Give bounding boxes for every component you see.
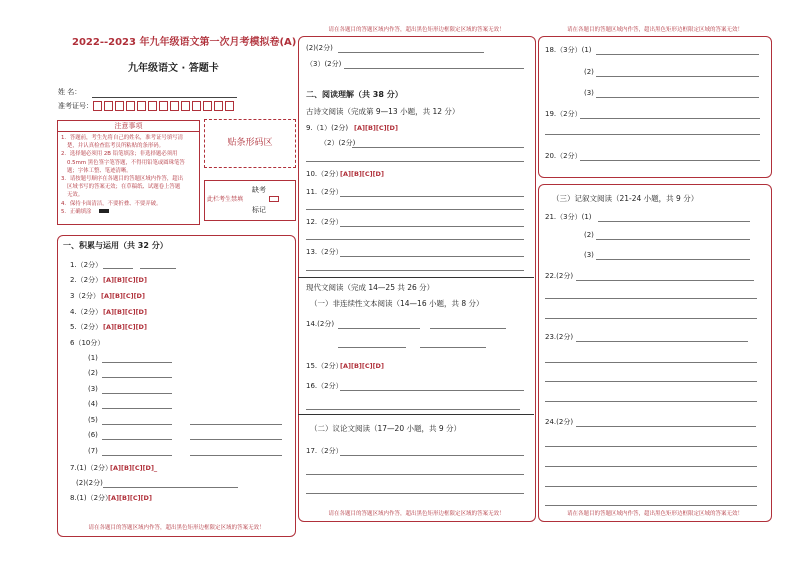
q21-1-label: 21.（3分）(1) <box>545 213 592 221</box>
note-line: 3．请按题号顺序在各题目的答题区域内作答，超出 <box>61 176 184 183</box>
nonlinear-reading-title: （一）非连续性文本阅读（14—16 小题，共 8 分） <box>310 299 484 308</box>
q9-1-options[interactable]: [A][B][C][D] <box>354 124 398 132</box>
q6-answer-line[interactable] <box>190 455 282 456</box>
answer-line[interactable] <box>420 347 486 348</box>
q15-label: 15.（2分） <box>306 362 343 370</box>
separator <box>298 277 534 278</box>
answer-line[interactable] <box>352 147 524 148</box>
answer-line[interactable] <box>545 505 757 506</box>
separator <box>298 414 534 415</box>
answer-line[interactable] <box>545 401 757 402</box>
ticket-digit-box[interactable] <box>214 101 223 111</box>
q6-answer-line[interactable] <box>102 377 172 378</box>
answer-line[interactable] <box>430 328 506 329</box>
ticket-digit-box[interactable] <box>93 101 102 111</box>
answer-line[interactable] <box>306 493 524 494</box>
notes-title: 注意事项 <box>58 121 199 132</box>
answer-line[interactable] <box>580 160 760 161</box>
answer-line[interactable] <box>596 76 759 77</box>
q6-sub-label: (3) <box>88 385 98 393</box>
q4-options[interactable]: [A][B][C][D] <box>103 308 147 316</box>
answer-line[interactable] <box>340 196 524 197</box>
answer-line[interactable] <box>338 52 484 53</box>
answer-line[interactable] <box>596 259 750 260</box>
q14-label: 14.(2分) <box>306 320 335 328</box>
answer-line[interactable] <box>545 486 757 487</box>
q6-sub-label: (4) <box>88 400 98 408</box>
q2-label: 2.（2分） <box>70 276 103 284</box>
q8-1-label: 8.(1)（2分） <box>70 494 113 502</box>
answer-line[interactable] <box>306 209 524 210</box>
column-two-bottom-notice: 请在各题目的答题区域内作答，超出黑色矩形边框限定区域的答案无效！ <box>328 511 505 517</box>
answer-line[interactable] <box>306 161 524 162</box>
q6-answer-line[interactable] <box>102 439 172 440</box>
q18-2-label: (2) <box>584 68 594 76</box>
answer-line[interactable] <box>596 97 759 98</box>
name-label: 姓 名： <box>58 88 82 96</box>
q6-sub-label: (6) <box>88 431 98 439</box>
q23-label: 23.(2分) <box>545 333 574 341</box>
q2x-label: (2)(2分) <box>306 44 333 52</box>
absent-box <box>204 180 296 221</box>
notes-box <box>57 120 200 225</box>
q10-label: 10.（2分） <box>306 170 343 178</box>
note-line: 2．选择题必须用 2B 铅笔填涂；非选择题必须用 <box>61 151 178 158</box>
answer-line[interactable] <box>598 221 750 222</box>
answer-line[interactable] <box>545 318 757 319</box>
answer-line[interactable] <box>580 118 760 119</box>
q21-2-label: (2) <box>584 231 594 239</box>
q6-answer-line[interactable] <box>190 439 282 440</box>
answer-line[interactable] <box>306 474 524 475</box>
ticket-digit-box[interactable] <box>137 101 146 111</box>
q11-label: 11.（2分） <box>306 188 343 196</box>
q7-2-answer-line[interactable] <box>103 487 238 488</box>
ancient-reading-title: 古诗文阅读（完成第 9—13 小题，共 12 分） <box>306 107 460 116</box>
answer-line[interactable] <box>576 341 748 342</box>
answer-line[interactable] <box>596 239 750 240</box>
q6-answer-line[interactable] <box>102 393 172 394</box>
q24-label: 24.(2分) <box>545 418 574 426</box>
q13-label: 13.（2分） <box>306 248 343 256</box>
note-line: 0.5mm 黑色签字笔答题，不得用铅笔或圆珠笔答 <box>67 159 185 166</box>
q20-label: 20.（2分） <box>545 152 582 160</box>
answer-line[interactable] <box>340 390 524 391</box>
answer-line[interactable] <box>340 256 524 257</box>
note-line: 区域书写的答案无效；在草稿纸、试题卷上答题 <box>67 184 181 191</box>
note-line: 4．保持卡面清洁，不要折叠、不要弄破。 <box>61 200 162 207</box>
q6-sub-label: (7) <box>88 447 98 455</box>
q6-answer-line[interactable] <box>102 408 172 409</box>
ticket-digit-box[interactable] <box>192 101 201 111</box>
narrative-reading-title: （三）记叙文阅读（21-24 小题，共 9 分） <box>552 194 699 203</box>
answer-line[interactable] <box>576 426 756 427</box>
answer-line[interactable] <box>545 446 757 447</box>
answer-line[interactable] <box>545 362 757 363</box>
q5-options[interactable]: [A][B][C][D] <box>103 323 147 331</box>
column-two-top-notice: 请在各题目的答题区域内作答，超出黑色矩形边框限定区域的答案无效！ <box>328 27 505 33</box>
q18-1-label: 18.（3分）(1) <box>545 46 592 54</box>
filled-mark-sample <box>99 209 109 213</box>
column-three-bottom-notice: 请在各题目的答题区域内作答，超出黑色矩形边框限定区域的答案无效！ <box>566 511 743 517</box>
answer-line[interactable] <box>344 68 524 69</box>
argument-reading-title: （二）议论文阅读（17—20 小题，共 9 分） <box>310 424 462 433</box>
q16-label: 16.（2分） <box>306 382 343 390</box>
exam-title: 2022--2023 年九年级语文第一次月考模拟卷(A) <box>72 37 297 48</box>
q6-answer-line[interactable] <box>102 455 172 456</box>
q4-label: 4.（2分） <box>70 308 103 316</box>
q6-sub-label: (1) <box>88 354 98 362</box>
q5-label: 5.（2分） <box>70 323 103 331</box>
q17-label: 17.（2分） <box>306 447 343 455</box>
q22-label: 22.(2分) <box>545 272 574 280</box>
q7-1-options[interactable]: [A][B][C][D]_ <box>110 464 158 472</box>
note-line: 楚，并认真检查监考员所粘贴的条形码。 <box>67 143 165 150</box>
q3-options[interactable]: [A][B][C][D] <box>101 292 145 300</box>
q6-label: 6（10分） <box>70 339 105 347</box>
q2-options[interactable]: [A][B][C][D] <box>103 276 147 284</box>
absent-mark-label: 标记 <box>252 206 266 214</box>
absent-lack-label: 缺考 <box>252 186 266 194</box>
q6-answer-line[interactable] <box>190 424 282 425</box>
q7-1-label: 7.(1)（2分） <box>70 464 113 472</box>
q15-options[interactable]: [A][B][C][D] <box>340 362 384 370</box>
q6-answer-line[interactable] <box>102 424 172 425</box>
q6-sub-label: (5) <box>88 416 98 424</box>
q21-3-label: (3) <box>584 251 594 259</box>
ticket-digit-box[interactable] <box>148 101 157 111</box>
column-one-notice: 请在各题目的答题区域内作答，超出黑色矩形边框限定区域的答案无效！ <box>88 525 265 531</box>
note-line: 题；字体工整、笔迹清晰。 <box>67 167 132 174</box>
ticket-digit-box[interactable] <box>159 101 168 111</box>
q1-answer-line[interactable] <box>103 268 133 269</box>
ticket-digit-box[interactable] <box>203 101 212 111</box>
answer-line[interactable] <box>306 239 524 240</box>
answer-line[interactable] <box>338 328 420 329</box>
answer-line[interactable] <box>596 54 759 55</box>
modern-reading-title: 现代文阅读（完成 14—25 共 26 分） <box>306 283 435 292</box>
ticket-digit-box[interactable] <box>115 101 124 111</box>
barcode-label: 贴条形码区 <box>227 138 273 148</box>
answer-line[interactable] <box>306 270 524 271</box>
answer-line[interactable] <box>340 226 524 227</box>
note-line: 无效。 <box>67 192 84 199</box>
answer-line[interactable] <box>338 347 406 348</box>
q19-label: 19.（2分） <box>545 110 582 118</box>
q9-1-label: 9.（1）(2分) <box>306 124 349 132</box>
q3-label: 3（2分） <box>70 292 100 300</box>
ticket-label: 准考证号： <box>58 102 93 110</box>
absent-label: 此栏考生禁填 <box>207 196 244 203</box>
answer-line[interactable] <box>545 381 757 382</box>
note-line: 1．答题前，考生先将自己的姓名，准考证号填写清 <box>61 135 184 141</box>
q18-3-label: (3) <box>584 89 594 97</box>
q12-label: 12.（2分） <box>306 218 343 226</box>
q7-2-label: (2)(2分) <box>76 479 103 487</box>
q6-answer-line[interactable] <box>102 362 172 363</box>
ticket-digit-box[interactable] <box>126 101 135 111</box>
name-field[interactable] <box>92 97 237 98</box>
column-three-lower-panel <box>538 184 772 522</box>
ticket-digit-box[interactable] <box>104 101 113 111</box>
section-two-title: 二、阅读理解（共 38 分） <box>306 90 403 99</box>
q9-2-label: （2）(2分) <box>320 139 356 147</box>
answer-line[interactable] <box>576 280 754 281</box>
q10-options[interactable]: [A][B][C][D] <box>340 170 384 178</box>
ticket-digit-box[interactable] <box>181 101 190 111</box>
answer-line[interactable] <box>545 466 757 467</box>
barcode-area <box>204 119 296 168</box>
column-three-top-notice: 请在各题目的答题区域内作答，超出黑色矩形边框限定区域的答案无效！ <box>566 27 743 33</box>
section-one-title: 一、积累与运用（共 32 分） <box>63 241 168 250</box>
q3x-label: （3）(2分) <box>306 60 342 68</box>
q8-1-options[interactable]: [A][B][C][D] <box>108 494 152 502</box>
q1-label: 1.（2分） <box>70 261 103 269</box>
answer-line[interactable] <box>545 298 757 299</box>
q1-answer-line[interactable] <box>140 268 176 269</box>
answer-line[interactable] <box>545 134 760 135</box>
note-line: 5．正确填涂 <box>61 208 92 215</box>
absent-checkbox[interactable] <box>269 196 279 202</box>
answer-line[interactable] <box>340 455 524 456</box>
ticket-digit-box[interactable] <box>170 101 179 111</box>
answer-line[interactable] <box>306 409 520 410</box>
q6-sub-label: (2) <box>88 369 98 377</box>
ticket-digit-box[interactable] <box>225 101 234 111</box>
sheet-title: 九年级语文 · 答题卡 <box>128 63 219 74</box>
